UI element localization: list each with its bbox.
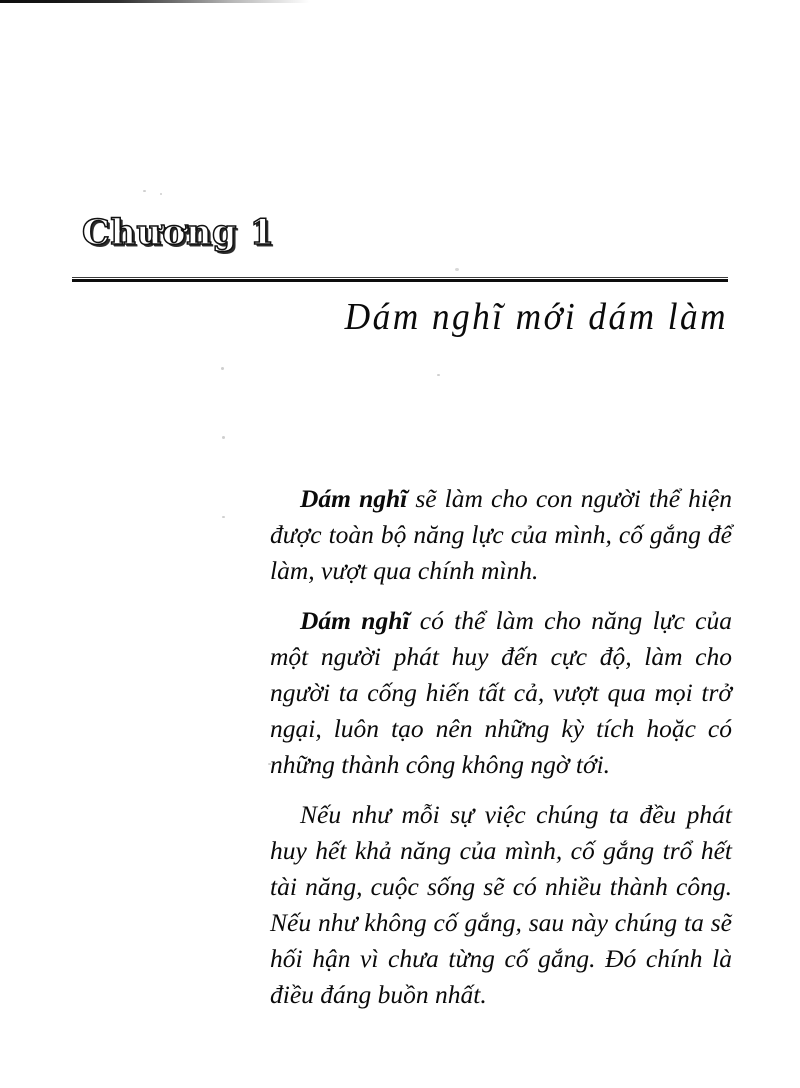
scan-speck — [221, 367, 224, 370]
paragraph — [270, 797, 732, 1013]
paragraph-text: sẽ làm cho con người thể hiện được toàn bộ năng lực của mình, cố gắng để làm, vượt qua chính mình. — [270, 484, 732, 585]
body-copy — [270, 481, 732, 1013]
scan-speck — [437, 374, 440, 376]
scan-speck — [222, 436, 225, 439]
chapter-label: Chương 1 — [82, 212, 275, 253]
paragraph — [270, 481, 732, 589]
scan-speck — [222, 516, 225, 518]
scan-speck — [143, 190, 146, 192]
paragraph-lead-in: Dám nghĩ — [300, 484, 408, 513]
chapter-title: Dám nghĩ mới dám làm — [344, 296, 728, 338]
paragraph-text: có thể làm cho năng lực của một người phát huy đến cực độ, làm cho người ta cống hiến tất cả, vượt qua mọi trở ngại, luôn tạo nên những kỳ tích hoặc có những thành công không ngờ tới. — [270, 606, 732, 779]
paragraph-text: Nếu như mỗi sự việc chúng ta đều phát huy hết khả năng của mình, cố gắng trổ hết tài năng, cuộc sống sẽ có nhiều thành công. Nếu như không cố gắng, sau này chúng ta sẽ hối hận vì chưa từng cố gắng. Đó chính là điều đáng buồn nhất. — [270, 800, 732, 1009]
scan-speck — [455, 268, 459, 271]
scan-speck — [160, 193, 162, 195]
scan-edge-artifact — [0, 0, 310, 3]
title-divider-rule — [72, 277, 728, 283]
paragraph — [270, 603, 732, 783]
paragraph-lead-in: Dám nghĩ — [300, 606, 410, 635]
